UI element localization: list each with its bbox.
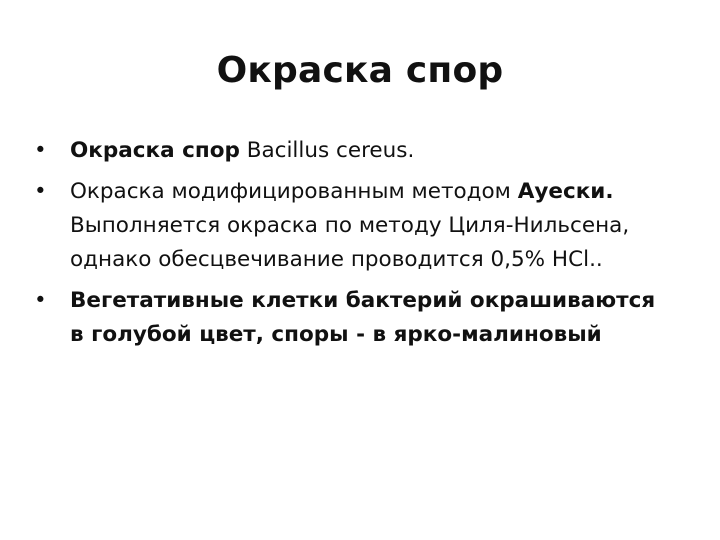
bullet-item [34,134,674,168]
bullet-text: Выполняется окраска по методу Циля-Нильсена, однако обесцвечивание проводится 0,5% HCl.. [70,213,630,272]
bullet-item [34,284,674,352]
bullet-bold-text: Вегетативные клетки бактерий окрашиваются в голубой цвет, споры - в ярко-малиновый [70,288,656,347]
bullet-text: Окраска модифицированным методом [70,179,518,204]
bullet-dot-icon: • [34,288,47,313]
bullet-text: Bacillus cereus. [239,138,415,163]
bullet-item [34,175,674,277]
bullet-dot-icon: • [34,179,47,204]
bullet-bold-text: Ауески. [517,179,614,204]
bullet-bold-text: Окраска спор [70,138,240,163]
bullet-dot-icon: • [34,138,47,163]
slide-title: Окраска спор [216,50,504,91]
bullet-list [34,134,674,359]
